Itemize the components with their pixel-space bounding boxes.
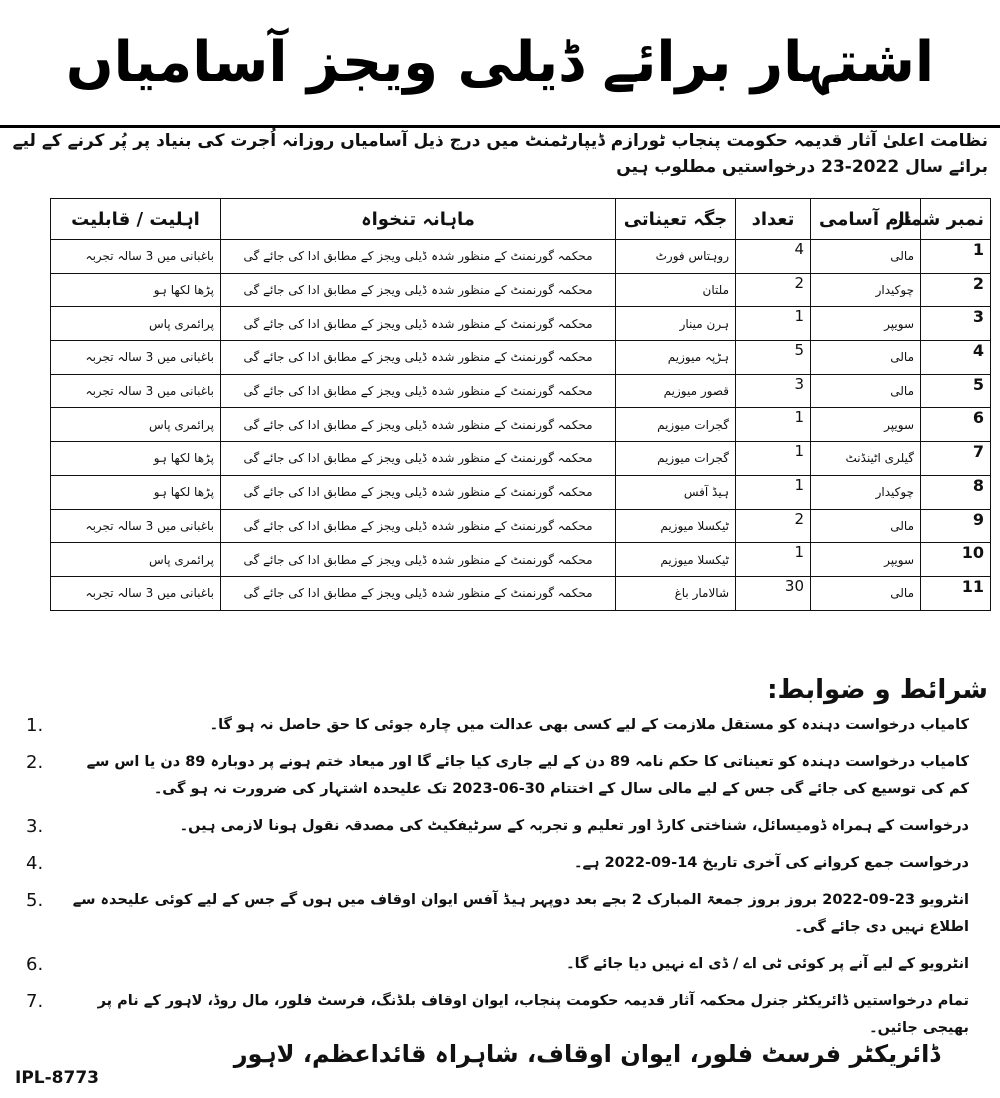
cell-count: 5 bbox=[736, 341, 811, 375]
cell-salary: محکمہ گورنمنٹ کے منظور شدہ ڈیلی ویجز کے مطابق ادا کی جائے گی bbox=[221, 307, 616, 341]
term-number: 7. bbox=[26, 991, 44, 1012]
intro-line-1: نظامت اعلیٰ آثار قدیمہ حکومت پنجاب ٹورازم ڈیپارٹمنٹ میں درج ذیل آسامیاں روزانہ اُجرت کی بنیاد پر پُر کرنے کے لیے bbox=[12, 131, 988, 151]
intro-paragraph bbox=[12, 128, 988, 180]
cell-qualification: پرائمری پاس bbox=[51, 408, 221, 442]
cell-location: ہرن مینار bbox=[616, 307, 736, 341]
cell-serial: 8 bbox=[921, 475, 991, 509]
cell-qualification: پڑھا لکھا ہو bbox=[51, 475, 221, 509]
table-row bbox=[51, 341, 991, 375]
cell-post: مالی bbox=[811, 576, 921, 610]
cell-location: ٹیکسلا میوزیم bbox=[616, 509, 736, 543]
term-number: 1. bbox=[26, 715, 44, 736]
cell-location: ملتان bbox=[616, 273, 736, 307]
cell-location: گجرات میوزیم bbox=[616, 408, 736, 442]
cell-post: مالی bbox=[811, 341, 921, 375]
cell-serial: 7 bbox=[921, 442, 991, 476]
cell-qualification: پرائمری پاس bbox=[51, 543, 221, 577]
cell-qualification: پرائمری پاس bbox=[51, 307, 221, 341]
signature-block: ڈائریکٹر فرسٹ فلور، ایوان اوقاف، شاہراہ قائداعظم، لاہور bbox=[233, 1040, 940, 1068]
term-text: انٹرویو کے لیے آنے پر کوئی ٹی اے / ڈی اے نہیں دیا جائے گا۔ bbox=[566, 956, 969, 972]
cell-serial: 5 bbox=[921, 374, 991, 408]
term-text: کامیاب درخواست دہندہ کو مستقل ملازمت کے لیے کسی بھی عدالت میں چارہ جوئی کا حق حاصل نہ ہو گا۔ bbox=[209, 717, 969, 733]
header-post: نام آسامی bbox=[811, 199, 921, 240]
cell-post: گیلری اٹینڈنٹ bbox=[811, 442, 921, 476]
cell-count: 2 bbox=[736, 273, 811, 307]
cell-qualification: پڑھا لکھا ہو bbox=[51, 273, 221, 307]
cell-post: چوکیدار bbox=[811, 273, 921, 307]
table-row bbox=[51, 475, 991, 509]
cell-salary: محکمہ گورنمنٹ کے منظور شدہ ڈیلی ویجز کے مطابق ادا کی جائے گی bbox=[221, 273, 616, 307]
term-text: تمام درخواستیں ڈائریکٹر جنرل محکمہ آثار قدیمہ حکومت پنجاب، ایوان اوقاف بلڈنگ، فرسٹ فلور، مال روڈ، لاہور کے نام پر بھیجی جائیں۔ bbox=[97, 993, 969, 1036]
table-row bbox=[51, 307, 991, 341]
cell-serial: 1 bbox=[921, 240, 991, 274]
term-number: 4. bbox=[26, 853, 44, 874]
term-number: 2. bbox=[26, 752, 44, 773]
cell-salary: محکمہ گورنمنٹ کے منظور شدہ ڈیلی ویجز کے مطابق ادا کی جائے گی bbox=[221, 543, 616, 577]
cell-qualification: پڑھا لکھا ہو bbox=[51, 442, 221, 476]
cell-salary: محکمہ گورنمنٹ کے منظور شدہ ڈیلی ویجز کے مطابق ادا کی جائے گی bbox=[221, 341, 616, 375]
terms-heading: شرائط و ضوابط: bbox=[767, 675, 988, 705]
table-row bbox=[51, 240, 991, 274]
cell-salary: محکمہ گورنمنٹ کے منظور شدہ ڈیلی ویجز کے مطابق ادا کی جائے گی bbox=[221, 442, 616, 476]
term-item bbox=[26, 813, 975, 840]
ipl-reference: IPL-8773 bbox=[15, 1068, 99, 1088]
cell-location: شالامار باغ bbox=[616, 576, 736, 610]
cell-post: سویپر bbox=[811, 307, 921, 341]
header-qualification: اہلیت / قابلیت bbox=[51, 199, 221, 240]
cell-count: 1 bbox=[736, 408, 811, 442]
cell-location: ہڑپہ میوزیم bbox=[616, 341, 736, 375]
cell-count: 1 bbox=[736, 543, 811, 577]
cell-serial: 11 bbox=[921, 576, 991, 610]
page-title: اشتہار برائے ڈیلی ویجز آسامیاں bbox=[65, 30, 935, 95]
table-row bbox=[51, 576, 991, 610]
header-location: جگہ تعیناتی bbox=[616, 199, 736, 240]
term-item bbox=[26, 749, 975, 803]
cell-qualification: باغبانی میں 3 سالہ تجربہ bbox=[51, 341, 221, 375]
cell-post: سویپر bbox=[811, 543, 921, 577]
cell-serial: 4 bbox=[921, 341, 991, 375]
term-item bbox=[26, 887, 975, 941]
table-row bbox=[51, 408, 991, 442]
term-item bbox=[26, 850, 975, 877]
term-text: درخواست کے ہمراہ ڈومیسائل، شناختی کارڈ اور تعلیم و تجربہ کے سرٹیفکیٹ کی مصدقہ نقول ہونا لازمی ہیں۔ bbox=[179, 818, 969, 834]
cell-salary: محکمہ گورنمنٹ کے منظور شدہ ڈیلی ویجز کے مطابق ادا کی جائے گی bbox=[221, 509, 616, 543]
cell-serial: 10 bbox=[921, 543, 991, 577]
terms-list bbox=[26, 712, 975, 1052]
table-header-row bbox=[51, 199, 991, 240]
term-item bbox=[26, 712, 975, 739]
cell-serial: 6 bbox=[921, 408, 991, 442]
cell-post: سویپر bbox=[811, 408, 921, 442]
cell-count: 1 bbox=[736, 475, 811, 509]
table-row bbox=[51, 509, 991, 543]
term-text: درخواست جمع کروانے کی آخری تاریخ 14-09-2022 ہے۔ bbox=[574, 855, 969, 871]
cell-count: 1 bbox=[736, 307, 811, 341]
cell-location: گجرات میوزیم bbox=[616, 442, 736, 476]
cell-qualification: باغبانی میں 3 سالہ تجربہ bbox=[51, 509, 221, 543]
cell-salary: محکمہ گورنمنٹ کے منظور شدہ ڈیلی ویجز کے مطابق ادا کی جائے گی bbox=[221, 374, 616, 408]
cell-post: مالی bbox=[811, 240, 921, 274]
cell-qualification: باغبانی میں 3 سالہ تجربہ bbox=[51, 374, 221, 408]
cell-salary: محکمہ گورنمنٹ کے منظور شدہ ڈیلی ویجز کے مطابق ادا کی جائے گی bbox=[221, 576, 616, 610]
table-row bbox=[51, 273, 991, 307]
cell-location: روہتاس فورٹ bbox=[616, 240, 736, 274]
term-number: 5. bbox=[26, 890, 44, 911]
cell-count: 2 bbox=[736, 509, 811, 543]
term-item bbox=[26, 988, 975, 1042]
cell-salary: محکمہ گورنمنٹ کے منظور شدہ ڈیلی ویجز کے مطابق ادا کی جائے گی bbox=[221, 475, 616, 509]
cell-post: مالی bbox=[811, 374, 921, 408]
term-item bbox=[26, 951, 975, 978]
cell-count: 30 bbox=[736, 576, 811, 610]
cell-salary: محکمہ گورنمنٹ کے منظور شدہ ڈیلی ویجز کے مطابق ادا کی جائے گی bbox=[221, 408, 616, 442]
header-count: تعداد bbox=[736, 199, 811, 240]
cell-serial: 3 bbox=[921, 307, 991, 341]
cell-count: 4 bbox=[736, 240, 811, 274]
cell-salary: محکمہ گورنمنٹ کے منظور شدہ ڈیلی ویجز کے مطابق ادا کی جائے گی bbox=[221, 240, 616, 274]
header-serial: نمبر شمار bbox=[921, 199, 991, 240]
table-row bbox=[51, 543, 991, 577]
cell-location: ہیڈ آفس bbox=[616, 475, 736, 509]
intro-line-2: برائے سال 2022-23 درخواستیں مطلوب ہیں bbox=[616, 157, 988, 177]
vacancies-table bbox=[50, 198, 991, 611]
cell-serial: 9 bbox=[921, 509, 991, 543]
term-number: 3. bbox=[26, 816, 44, 837]
table-row bbox=[51, 374, 991, 408]
title-banner bbox=[0, 0, 1000, 128]
cell-post: مالی bbox=[811, 509, 921, 543]
cell-count: 1 bbox=[736, 442, 811, 476]
term-number: 6. bbox=[26, 954, 44, 975]
term-text: انٹرویو 23-09-2022 بروز بروز جمعۃ المبارک 2 بجے بعد دوپہر ہیڈ آفس ایوان اوقاف میں ہوں گے جس کے لیے کوئی علیحدہ سے اطلاع نہیں دی جائے گی۔ bbox=[72, 892, 969, 935]
table-row bbox=[51, 442, 991, 476]
cell-count: 3 bbox=[736, 374, 811, 408]
cell-location: ٹیکسلا میوزیم bbox=[616, 543, 736, 577]
cell-location: قصور میوزیم bbox=[616, 374, 736, 408]
cell-post: چوکیدار bbox=[811, 475, 921, 509]
term-text: کامیاب درخواست دہندہ کو تعیناتی کا حکم نامہ 89 دن کے لیے جاری کیا جائے گا اور میعاد ختم ہونے پر دوبارہ 89 دن یا اس سے کم کی توسیع کی جائے گی جس کے لیے مالی سال کے اختتام 30-06-2023 تک علیحدہ اشتہار کی ضرورت نہ ہو گی۔ bbox=[86, 754, 969, 797]
header-salary: ماہانہ تنخواہ bbox=[221, 199, 616, 240]
cell-qualification: باغبانی میں 3 سالہ تجربہ bbox=[51, 240, 221, 274]
cell-serial: 2 bbox=[921, 273, 991, 307]
cell-qualification: باغبانی میں 3 سالہ تجربہ bbox=[51, 576, 221, 610]
